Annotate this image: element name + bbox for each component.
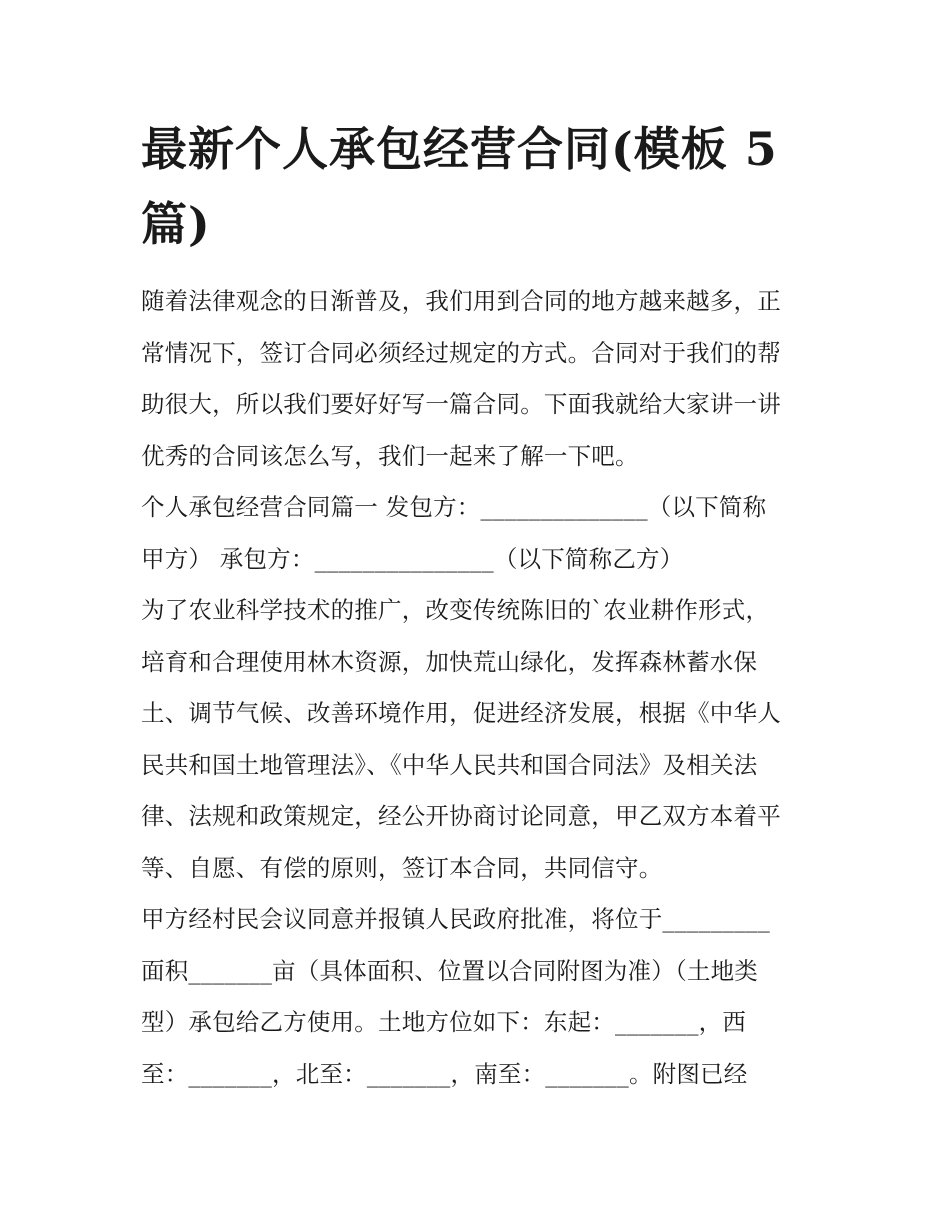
parties-paragraph [141,482,813,585]
text-line: 常情况下，签订合同必须经过规定的方式。合同对于我们的帮 [141,338,781,367]
text-line: 甲方经村民会议同意并报镇人民政府批准，将位于_________ [141,905,770,933]
text-line: 民共和国土地管理法》、《中华人民共和国合同法》及相关法 [141,750,758,779]
text-line: 培育和合理使用林木资源，加快荒山绿化，发挥森林蓄水保 [141,647,758,676]
text-line: 土、调节气候、改善环境作用，促进经济发展，根据《中华人 [141,699,781,727]
text-line: 律、法规和政策规定，经公开协商讨论同意，甲乙双方本着平 [141,802,781,830]
text-line: 面积_______亩（具体面积、位置以合同附图为准）（土地类 [141,956,758,985]
text-line: 为了农业科学技术的推广，改变传统陈旧的`农业耕作形式， [141,596,770,624]
text-line: 助很大，所以我们要好好写一篇合同。下面我就给大家讲一讲 [141,390,781,418]
text-line: 等、自愿、有偿的原则，签订本合同，共同信守。 [141,853,663,882]
text-line: 个人承包经营合同篇一 发包方：______________（以下简称 [141,493,767,521]
land-terms-paragraph [141,894,813,1100]
text-line: 至：_______，北至：_______，南至：_______。附图已经 [141,1059,748,1088]
text-line: 随着法律观念的日渐普及，我们用到合同的地方越来越多，正 [141,287,781,315]
text-line: 优秀的合同该怎么写，我们一起来了解一下吧。 [141,441,639,470]
purpose-paragraph [141,585,813,894]
text-line: 型）承包给乙方使用。土地方位如下：东起：_______，西 [141,1008,747,1036]
title-line: 篇) [141,197,211,251]
document-body [141,276,813,1100]
intro-paragraph [141,276,813,482]
document-title [141,112,821,262]
title-line: 最新个人承包经营合同(模板 5 [141,122,778,176]
text-line: 甲方） 承包方：_______________（以下简称乙方） [141,544,684,573]
